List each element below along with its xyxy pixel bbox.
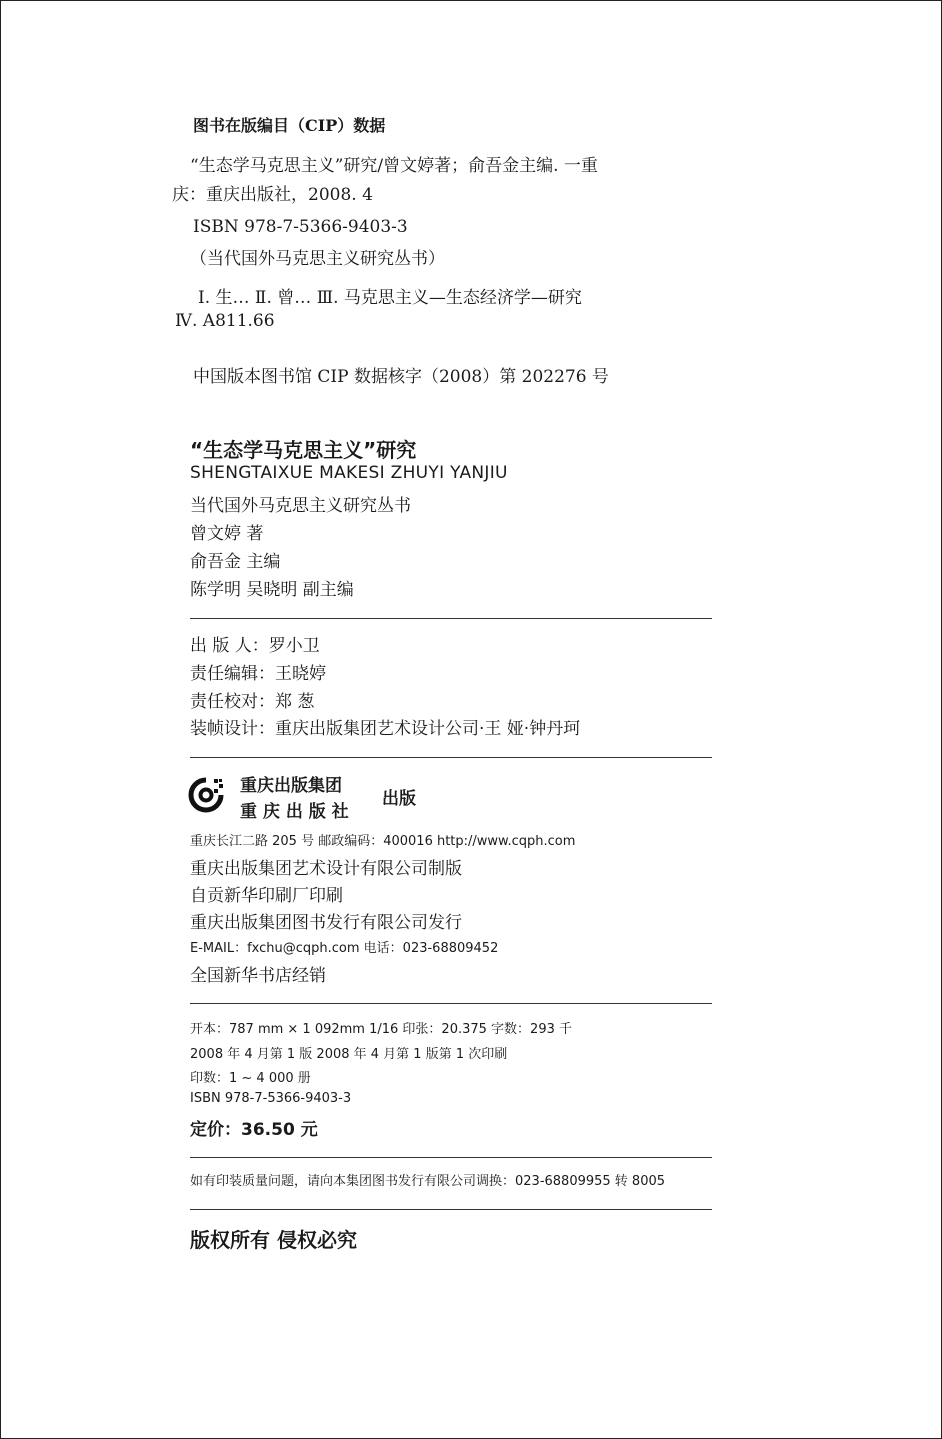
spec-price: 定价：36.50 元 — [190, 1120, 318, 1140]
cip-series: （当代国外马克思主义研究丛书） — [190, 249, 445, 269]
spec-print-run: 印数：1 ~ 4 000 册 — [190, 1071, 311, 1086]
spec-edition: 2008 年 4 月第 1 版 2008 年 4 月第 1 版第 1 次印刷 — [190, 1047, 508, 1062]
platemaking: 重庆出版集团艺术设计有限公司制版 — [190, 859, 462, 879]
credit-proofreader: 责任校对：郑 葱 — [190, 692, 315, 712]
book-author: 曾文婷 著 — [190, 524, 264, 544]
cip-record-number: 中国版本图书馆 CIP 数据核字（2008）第 202276 号 — [193, 367, 609, 387]
credit-designer: 装帧设计：重庆出版集团艺术设计公司·王 娅·钟丹珂 — [190, 719, 581, 739]
printer: 自贡新华印刷厂印刷 — [190, 886, 343, 906]
cip-heading: 图书在版编目（CIP）数据 — [193, 116, 386, 135]
publisher-logo-icon — [188, 777, 224, 813]
distributor: 重庆出版集团图书发行有限公司发行 — [190, 913, 462, 933]
book-series: 当代国外马克思主义研究丛书 — [190, 496, 411, 516]
divider — [190, 1003, 712, 1004]
credit-publisher-person: 出 版 人：罗小卫 — [190, 636, 320, 656]
spec-isbn: ISBN 978-7-5366-9403-3 — [190, 1091, 352, 1106]
book-editor: 俞吾金 主编 — [190, 552, 281, 572]
publisher-address: 重庆长江二路 205 号 邮政编码：400016 http://www.cqph.com — [190, 834, 576, 849]
book-title: “生态学马克思主义”研究 — [190, 438, 417, 462]
divider — [190, 757, 712, 758]
credit-responsible-editor: 责任编辑：王晓婷 — [190, 664, 326, 684]
publisher-house-name: 重 庆 出 版 社 — [240, 802, 349, 822]
spec-format: 开本：787 mm × 1 092mm 1/16 印张：20.375 字数：293 千 — [190, 1022, 572, 1037]
book-deputy-editors: 陈学明 吴晓明 副主编 — [190, 580, 354, 600]
book-title-pinyin: SHENGTAIXUE MAKESI ZHUYI YANJIU — [190, 463, 508, 483]
cip-subjects: Ⅰ. 生… Ⅱ. 曾… Ⅲ. 马克思主义—生态经济学—研究 — [198, 288, 582, 308]
quality-notice: 如有印装质量问题，请向本集团图书发行有限公司调换：023-68809955 转 8005 — [190, 1174, 666, 1189]
divider — [190, 1157, 712, 1158]
cip-classification: Ⅳ. A811.66 — [175, 311, 275, 331]
cip-isbn: ISBN 978-7-5366-9403-3 — [193, 217, 408, 237]
copyright-notice: 版权所有 侵权必究 — [190, 1228, 357, 1252]
publish-label: 出版 — [382, 789, 416, 809]
cip-line-2: 庆：重庆出版社，2008. 4 — [172, 185, 373, 205]
cip-line-1: “生态学马克思主义”研究/曾文婷著；俞吾金主编. 一重 — [190, 156, 598, 176]
publisher-contact: E-MAIL：fxchu@cqph.com 电话：023-68809452 — [190, 941, 499, 956]
divider — [190, 618, 712, 619]
divider — [190, 1209, 712, 1210]
seller: 全国新华书店经销 — [190, 966, 326, 986]
publisher-group-name: 重庆出版集团 — [240, 776, 342, 796]
